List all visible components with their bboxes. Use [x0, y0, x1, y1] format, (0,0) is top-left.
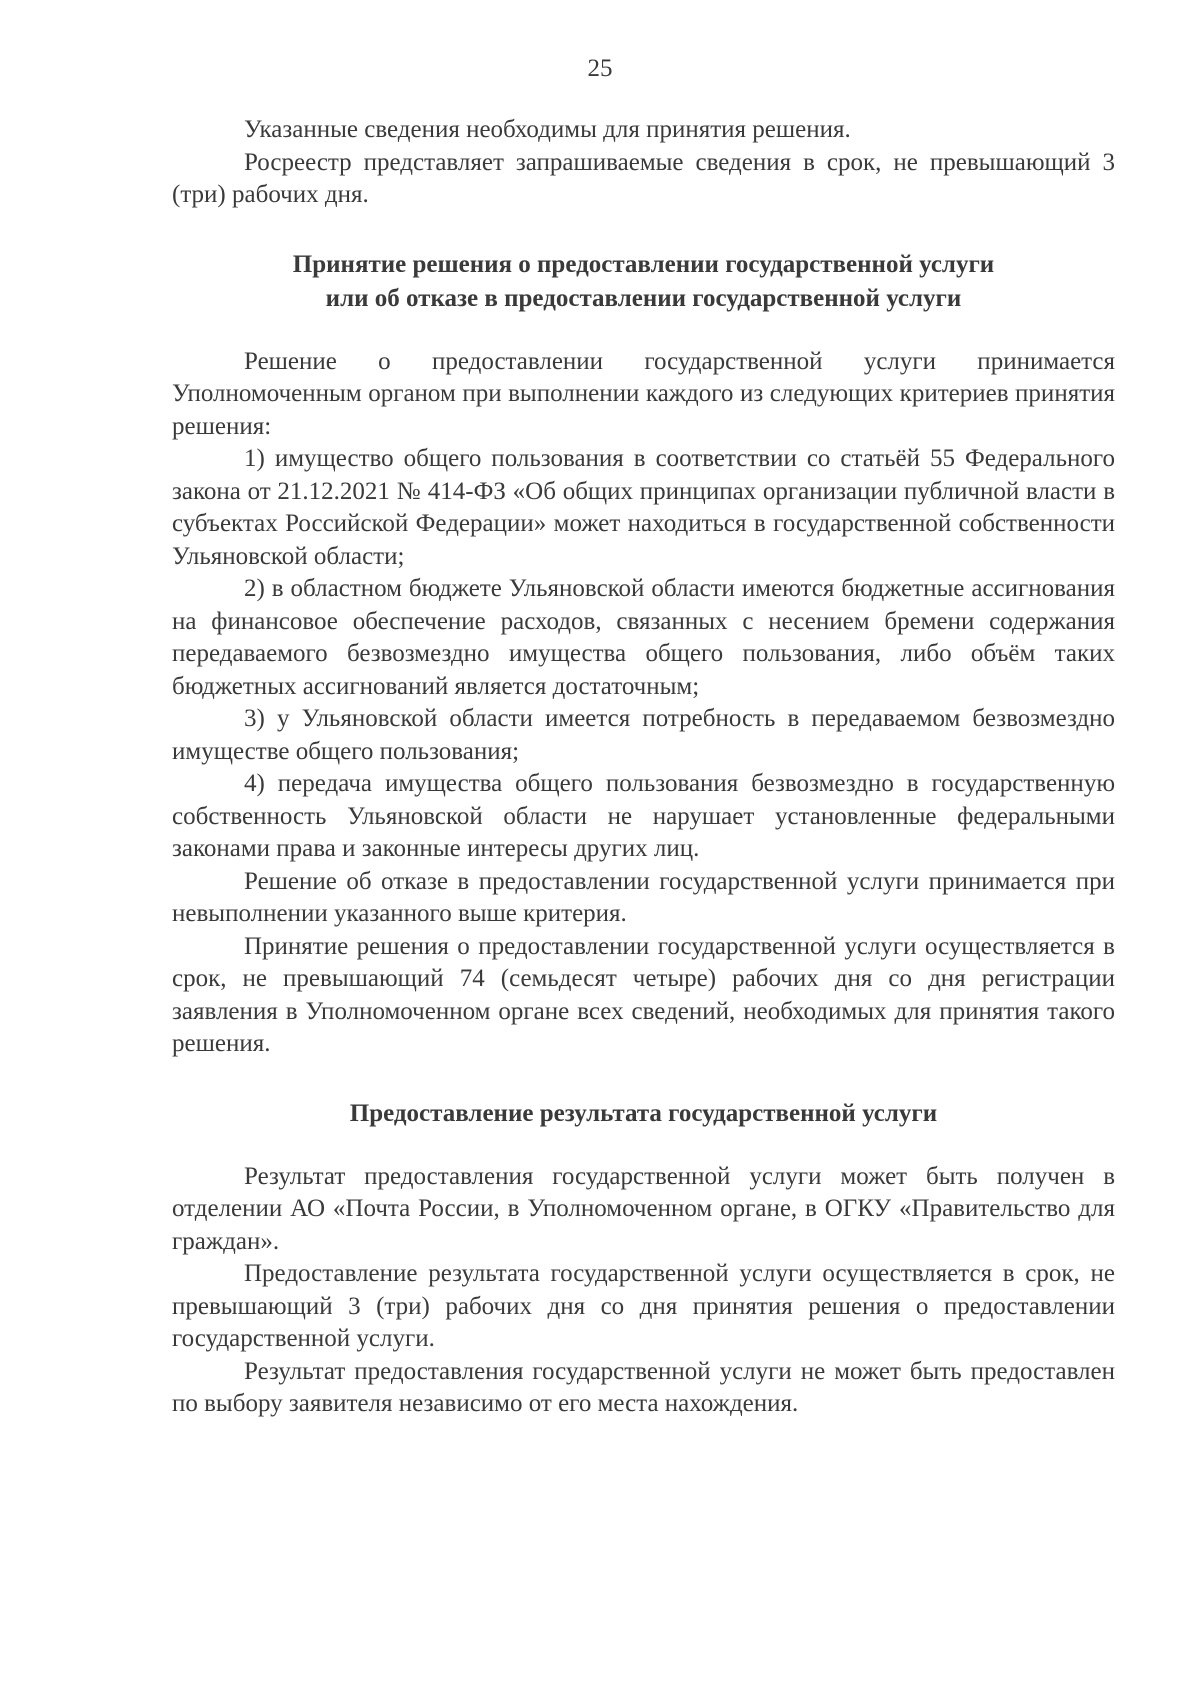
- intro-paragraph-2: Росреестр представляет запрашиваемые сведения в срок, не превышающий 3 (три) рабочих дня.: [172, 148, 1115, 208]
- decision-title-line-1: Принятие решения о предоставлении государственной услуги: [292, 250, 995, 278]
- decision-deadline-paragraph: Принятие решения о предоставлении государственной услуги осуществляется в срок, не превышающий 74 (семьдесят четыре) рабочих дня со дня регистрации заявления в Уполномоченном органе всех сведений, необходимых для принятия такого решения.: [172, 932, 1115, 1057]
- result-paragraph-2: Предоставление результата государственной услуги осуществляется в срок, не превышающий 3 (три) рабочих дня со дня принятия решения о предоставлении государственной услуги.: [172, 1260, 1115, 1352]
- page-number: 25: [587, 55, 613, 82]
- result-paragraph-1: Результат предоставления государственной услуги может быть получен в отделении АО «Почта России, в Уполномоченном органе, в ОГКУ «Правительство для граждан».: [172, 1162, 1115, 1255]
- document-body: [172, 114, 1115, 1421]
- decision-criterion-1: 1) имущество общего пользования в соответствии со статьёй 55 Федерального закона от 21.12.2021 № 414-ФЗ «Об общих принципах организации публичной власти в субъектах Российской Федерации» может находиться в государственной собственности Ульяновской области;: [172, 445, 1115, 570]
- decision-title-line-2: или об отказе в предоставлении государственной услуги: [325, 284, 962, 312]
- decision-section-title: [172, 248, 1115, 316]
- decision-criterion-3: 3) у Ульяновской области имеется потребность в передаваемом безвозмездно имуществе общего пользования;: [172, 705, 1115, 765]
- result-paragraph-3: Результат предоставления государственной услуги не может быть предоставлен по выбору заявителя независимо от его места нахождения.: [172, 1357, 1115, 1417]
- decision-paragraph-1: Решение о предоставлении государственной услуги принимается Уполномоченным органом при выполнении каждого из следующих критериев принятия решения:: [172, 347, 1115, 440]
- intro-paragraph-1: Указанные сведения необходимы для принятия решения.: [244, 116, 851, 143]
- decision-refusal-paragraph: Решение об отказе в предоставлении государственной услуги принимается при невыполнении указанного выше критерия.: [172, 867, 1115, 927]
- result-section-title: Предоставление результата государственной услуги: [349, 1099, 938, 1127]
- decision-criterion-4: 4) передача имущества общего пользования безвозмездно в государственную собственность Ульяновской области не нарушает установленные федеральными законами права и законные интересы других лиц.: [172, 770, 1115, 862]
- decision-criterion-2: 2) в областном бюджете Ульяновской области имеются бюджетные ассигнования на финансовое обеспечение расходов, связанных с несением бремени содержания передаваемого безвозмездно имущества общего пользования, либо объём таких бюджетных ассигнований является достаточным;: [172, 575, 1115, 700]
